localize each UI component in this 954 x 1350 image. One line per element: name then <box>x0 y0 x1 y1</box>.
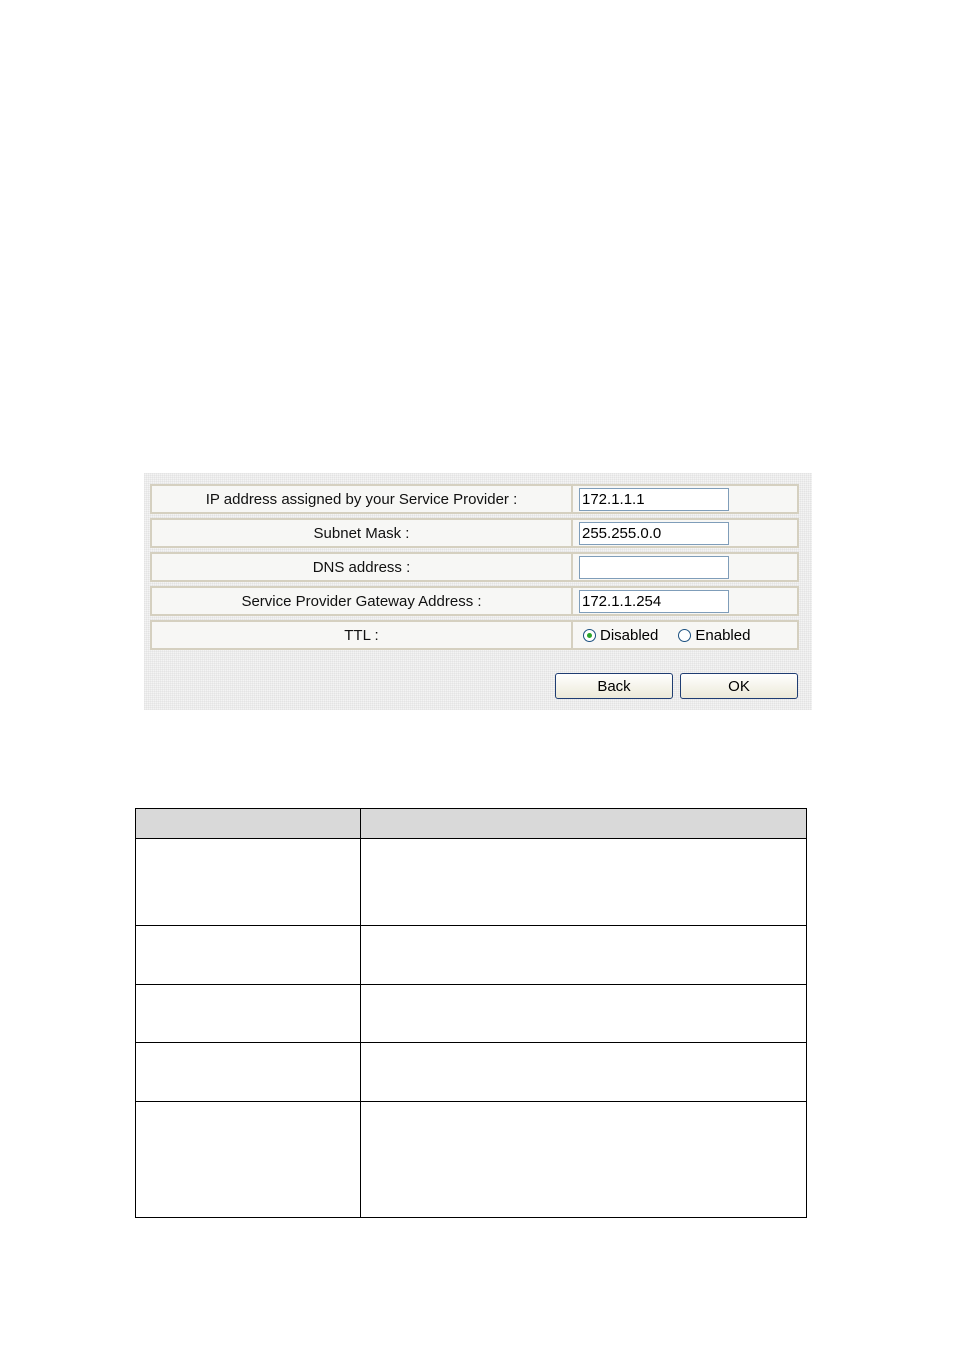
gateway-address-input[interactable] <box>579 590 729 613</box>
table-cell <box>136 985 361 1042</box>
ttl-disabled-label: Disabled <box>600 626 659 644</box>
gateway-address-label: Service Provider Gateway Address : <box>152 588 573 614</box>
dns-address-input[interactable] <box>579 556 729 579</box>
table-cell <box>136 1043 361 1101</box>
table-row <box>136 839 806 926</box>
gateway-address-row <box>150 586 799 616</box>
ok-button[interactable]: OK <box>680 673 798 699</box>
table-row <box>136 985 806 1043</box>
ttl-label: TTL : <box>152 622 573 648</box>
ip-address-input[interactable] <box>579 488 729 511</box>
dns-address-label: DNS address : <box>152 554 573 580</box>
ttl-disabled-radio[interactable] <box>583 629 596 642</box>
ttl-enabled-option[interactable] <box>678 627 750 644</box>
table-header-cell <box>136 809 361 838</box>
subnet-mask-label: Subnet Mask : <box>152 520 573 546</box>
table-row <box>136 1043 806 1102</box>
description-table <box>135 808 807 1218</box>
table-cell <box>136 926 361 984</box>
table-row <box>136 926 806 985</box>
ttl-radio-group <box>583 627 770 644</box>
ttl-row <box>150 620 799 650</box>
subnet-mask-row <box>150 518 799 548</box>
ip-address-row <box>150 484 799 514</box>
table-header-row <box>136 809 806 839</box>
ttl-enabled-radio[interactable] <box>678 629 691 642</box>
ip-address-label: IP address assigned by your Service Provider : <box>152 486 573 512</box>
ttl-enabled-label: Enabled <box>695 626 751 644</box>
table-cell <box>136 839 361 925</box>
table-cell <box>136 1102 361 1217</box>
ttl-disabled-option[interactable] <box>583 627 658 644</box>
back-button[interactable]: Back <box>555 673 673 699</box>
table-row <box>136 1102 806 1217</box>
wan-static-ip-form <box>144 473 812 710</box>
subnet-mask-input[interactable] <box>579 522 729 545</box>
dns-address-row <box>150 552 799 582</box>
